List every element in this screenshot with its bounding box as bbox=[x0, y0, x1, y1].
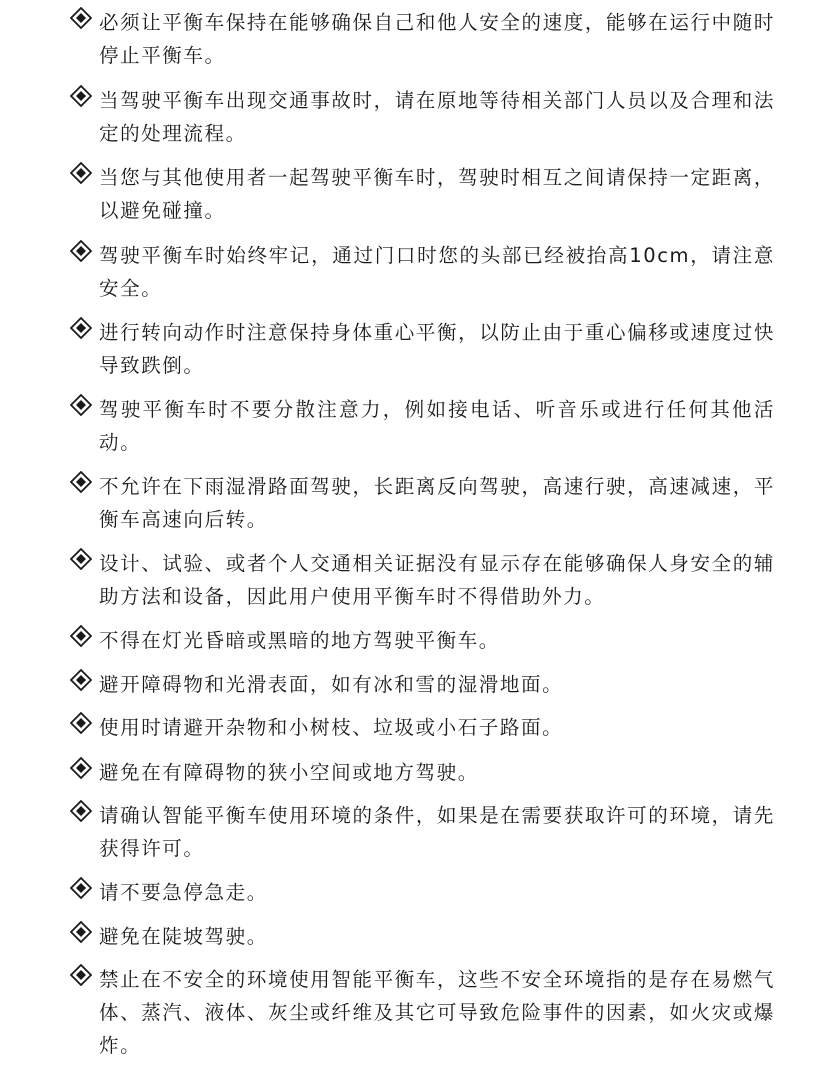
diamond-bullet-icon bbox=[70, 712, 92, 734]
list-item bbox=[70, 920, 775, 953]
list-item-text: 不允许在下雨湿滑路面驾驶，长距离反向驾驶，高速行驶，高速减速，平衡车高速向后转。 bbox=[99, 475, 775, 531]
list-item-text: 驾驶平衡车时不要分散注意力，例如接电话、听音乐或进行任何其他活动。 bbox=[99, 398, 775, 454]
list-item bbox=[70, 876, 775, 909]
list-item-text: 驾驶平衡车时始终牢记，通过门口时您的头部已经被抬高10cm，请注意安全。 bbox=[99, 244, 775, 300]
diamond-bullet-icon bbox=[70, 240, 92, 262]
list-item bbox=[70, 547, 775, 613]
list-item-text: 使用时请避开杂物和小树枝、垃圾或小石子路面。 bbox=[99, 716, 564, 739]
list-item-text: 避开障碍物和光滑表面，如有冰和雪的湿滑地面。 bbox=[99, 673, 564, 696]
list-item-text: 请确认智能平衡车使用环境的条件，如果是在需要获取许可的环境，请先获得许可。 bbox=[99, 804, 775, 860]
list-item-text: 进行转向动作时注意保持身体重心平衡，以防止由于重心偏移或速度过快导致跌倒。 bbox=[99, 321, 775, 377]
list-item-text: 避免在陡坡驾驶。 bbox=[99, 925, 268, 948]
list-item-text: 当驾驶平衡车出现交通事故时，请在原地等待相关部门人员以及合理和法定的处理流程。 bbox=[99, 89, 775, 145]
diamond-bullet-icon bbox=[70, 757, 92, 779]
diamond-bullet-icon bbox=[70, 669, 92, 691]
diamond-bullet-icon bbox=[70, 394, 92, 416]
list-item bbox=[70, 799, 775, 865]
list-item bbox=[70, 84, 775, 150]
list-item bbox=[70, 161, 775, 227]
diamond-bullet-icon bbox=[70, 471, 92, 493]
diamond-bullet-icon bbox=[70, 162, 92, 184]
list-item bbox=[70, 756, 775, 789]
list-item bbox=[70, 393, 775, 459]
list-item bbox=[70, 316, 775, 382]
list-item bbox=[70, 470, 775, 536]
list-item-text: 设计、试验、或者个人交通相关证据没有显示存在能够确保人身安全的辅助方法和设备，因此用户使用平衡车时不得借助外力。 bbox=[99, 552, 775, 608]
list-item bbox=[70, 624, 775, 657]
list-item-text: 当您与其他使用者一起驾驶平衡车时，驾驶时相互之间请保持一定距离，以避免碰撞。 bbox=[99, 166, 775, 222]
list-item bbox=[70, 711, 775, 744]
list-item bbox=[70, 239, 775, 305]
diamond-bullet-icon bbox=[70, 7, 92, 29]
diamond-bullet-icon bbox=[70, 625, 92, 647]
list-item-text: 禁止在不安全的环境使用智能平衡车，这些不安全环境指的是存在易燃气体、蒸汽、液体、灰尘或纤维及其它可导致危险事件的因素，如火灾或爆炸。 bbox=[99, 968, 775, 1057]
list-item-text: 避免在有障碍物的狭小空间或地方驾驶。 bbox=[99, 761, 479, 784]
list-item-text: 不得在灯光昏暗或黑暗的地方驾驶平衡车。 bbox=[99, 629, 500, 652]
diamond-bullet-icon bbox=[70, 85, 92, 107]
list-item bbox=[70, 963, 775, 1062]
diamond-bullet-icon bbox=[70, 317, 92, 339]
diamond-bullet-icon bbox=[70, 548, 92, 570]
diamond-bullet-icon bbox=[70, 921, 92, 943]
list-item bbox=[70, 6, 775, 72]
list-item-text: 请不要急停急走。 bbox=[99, 881, 268, 904]
diamond-bullet-icon bbox=[70, 964, 92, 986]
list-item-text: 必须让平衡车保持在能够确保自己和他人安全的速度，能够在运行中随时停止平衡车。 bbox=[99, 11, 775, 67]
list-item bbox=[70, 668, 775, 701]
diamond-bullet-icon bbox=[70, 877, 92, 899]
diamond-bullet-icon bbox=[70, 800, 92, 822]
